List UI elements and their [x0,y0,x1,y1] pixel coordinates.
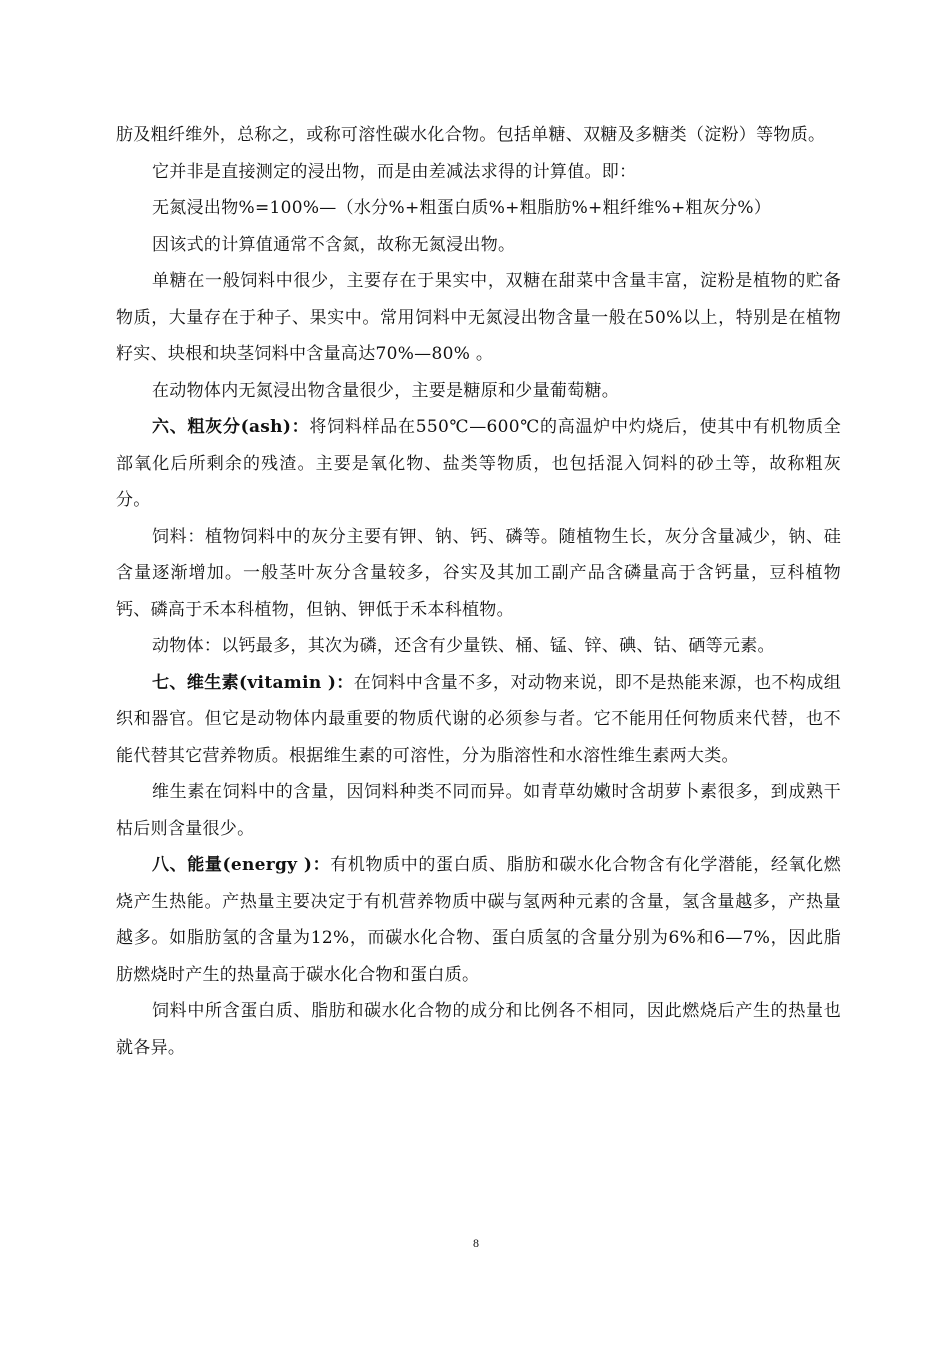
document-body [116,117,841,1066]
paragraph: 维生素在饲料中的含量，因饲料种类不同而异。如青草幼嫩时含胡萝卜素很多，到成熟干枯后则含量很少。 [116,782,841,839]
section-text: 在饲料中含量不多，对动物来说，即不是热能来源，也不构成组织和器官。但它是动物体内最重要的物质代谢的必须参与者。它不能用任何物质来代替，也不能代替其它营养物质。根据维生素的可溶性，分为脂溶性和水溶性维生素两大类。 [116,672,841,766]
paragraph: 它并非是直接测定的浸出物，而是由差减法求得的计算值。即： [152,161,637,182]
section-heading-energy: 八、能量(energy )： [152,855,331,875]
section-paragraph-vitamin [116,665,841,775]
section-heading-ash: 六、粗灰分(ash)： [152,417,310,437]
paragraph: 饲料：植物饲料中的灰分主要有钾、钠、钙、磷等。随植物生长，灰分含量减少，钠、硅含量逐渐增加。一般茎叶灰分含量较多，谷实及其加工副产品含磷量高于含钙量，豆科植物钙、磷高于禾本科植物，但钠、钾低于禾本科植物。 [116,526,841,620]
page-number: 8 [473,1236,479,1250]
section-text: 将饲料样品在550℃—600℃的高温炉中灼烧后，使其中有机物质全部氧化后所剩余的残渣。主要是氧化物、盐类等物质，也包括混入饲料的砂土等，故称粗灰分。 [116,417,842,510]
paragraph: 饲料中所含蛋白质、脂肪和碳水化合物的成分和比例各不相同，因此燃烧后产生的热量也就各异。 [116,1001,841,1058]
section-paragraph-ash [116,409,841,519]
section-paragraph-energy [116,847,841,993]
formula-paragraph: 无氮浸出物%=100%—（水分%+粗蛋白质%+粗脂肪%+粗纤维%+粗灰分%） [152,198,772,218]
paragraph: 因该式的计算值通常不含氮，故称无氮浸出物。 [152,234,516,255]
paragraph-continuation: 肪及粗纤维外，总称之，或称可溶性碳水化合物。包括单糖、双糖及多糖类（淀粉）等物质。 [116,125,826,145]
paragraph: 单糖在一般饲料中很少，主要存在于果实中，双糖在甜菜中含量丰富，淀粉是植物的贮备物质，大量存在于种子、果实中。常用饲料中无氮浸出物含量一般在50%以上，特别是在植物籽实、块根和块茎饲料中含量高达70%—80% 。 [116,271,841,364]
section-text: 有机物质中的蛋白质、脂肪和碳水化合物含有化学潜能，经氧化燃烧产生热能。产热量主要决定于有机营养物质中碳与氢两种元素的含量，氢含量越多，产热量越多。如脂肪氢的含量为12%，而碳水化合物、蛋白质氢的含量分别为6%和6—7%，因此脂肪燃烧时产生的热量高于碳水化合物和蛋白质。 [116,855,842,985]
paragraph: 在动物体内无氮浸出物含量很少，主要是糖原和少量葡萄糖。 [152,380,620,401]
section-heading-vitamin: 七、维生素(vitamin )： [152,672,354,693]
paragraph: 动物体：以钙最多，其次为磷，还含有少量铁、桶、锰、锌、碘、钴、硒等元素。 [152,636,775,656]
